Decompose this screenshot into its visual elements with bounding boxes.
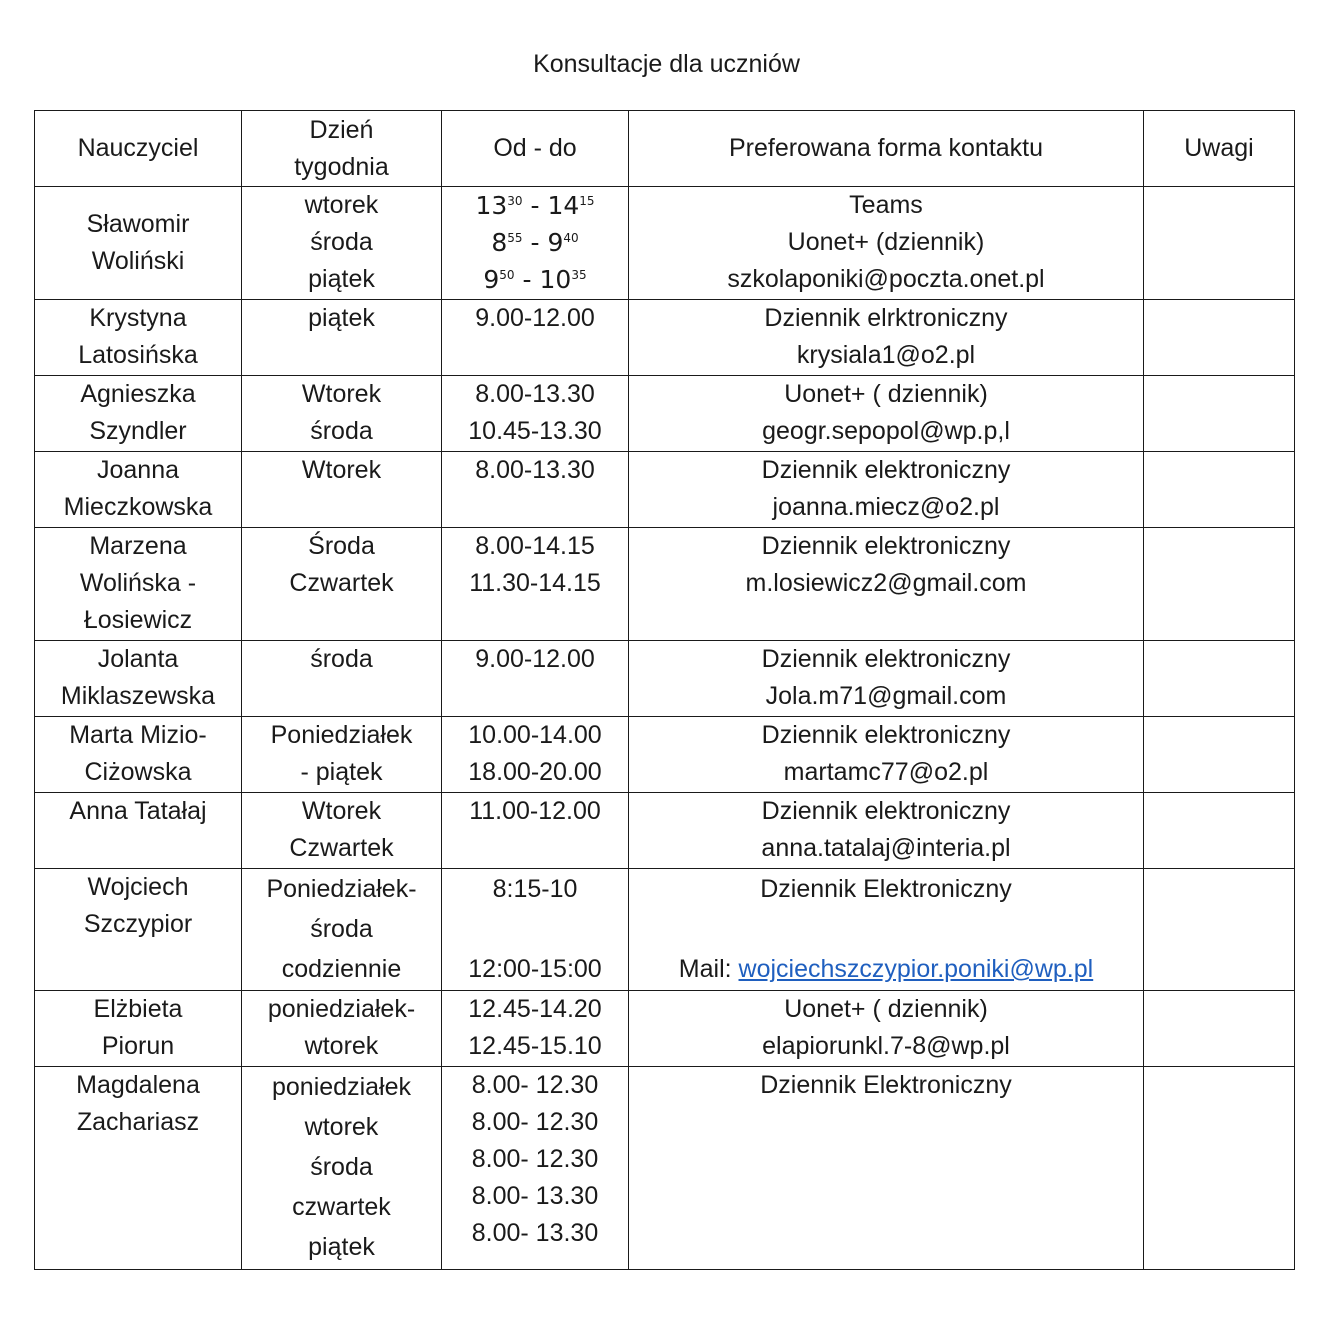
contact-item: Uonet+ (dziennik) (787, 228, 985, 256)
contact-email: joanna.miecz@o2.pl (772, 493, 1000, 521)
time-item: 18.00-20.00 (468, 758, 602, 786)
table-row (35, 793, 1295, 869)
day-item: piątek (308, 265, 375, 293)
time-item: 8.00-14.15 (475, 532, 595, 560)
day-cell (242, 300, 442, 376)
teacher-cell (35, 717, 242, 793)
contact-item: Dziennik elektroniczny (761, 645, 1011, 673)
table-row (35, 1067, 1295, 1270)
header-row (35, 111, 1295, 187)
time-cell (442, 187, 629, 300)
day-item: Wtorek (301, 797, 382, 825)
teacher-name: Jolanta (97, 645, 179, 673)
teacher-name: Elżbieta (93, 995, 183, 1023)
contact-cell (629, 1067, 1144, 1270)
notes-cell (1144, 376, 1295, 452)
day-cell (242, 717, 442, 793)
notes-cell (1144, 793, 1295, 869)
day-item: Środa (308, 532, 375, 560)
header-day: Dzień tygodnia (242, 111, 442, 187)
time-item: $8^{55} - 9^{40}$ (491, 228, 579, 257)
teacher-cell (35, 300, 242, 376)
day-cell (242, 793, 442, 869)
time-item: 10.45-13.30 (468, 417, 602, 445)
teacher-cell (35, 641, 242, 717)
notes-cell (1144, 1067, 1295, 1270)
teacher-name: Zachariasz (76, 1108, 200, 1136)
table-row (35, 187, 1295, 300)
teacher-name: Ciżowska (84, 758, 192, 786)
day-cell (242, 869, 442, 991)
contact-item: Dziennik elektroniczny (761, 532, 1011, 560)
time-item: $13^{30} - 14^{15}$ (475, 191, 595, 220)
contact-cell (629, 300, 1144, 376)
contact-cell (629, 717, 1144, 793)
time-item: 10.00-14.00 (468, 721, 602, 749)
table-row (35, 641, 1295, 717)
time-item: 11.00-12.00 (469, 797, 601, 825)
day-item: Czwartek (289, 834, 394, 862)
day-item: piątek (308, 304, 375, 332)
header-contact: Preferowana forma kontaktu (629, 111, 1144, 187)
contact-email: krysiala1@o2.pl (796, 341, 976, 369)
day-item: Wtorek (301, 380, 382, 408)
day-item: Poniedziałek (270, 721, 413, 749)
time-item: $9^{50} - 10^{35}$ (483, 265, 587, 294)
day-item: Wtorek (301, 456, 382, 484)
day-item: poniedziałek- (267, 995, 416, 1023)
day-item: środa (310, 417, 373, 445)
notes-cell (1144, 717, 1295, 793)
day-cell (242, 991, 442, 1067)
day-item: poniedziałek (272, 1073, 411, 1101)
teacher-cell (35, 869, 242, 991)
teacher-name: Krystyna (89, 304, 187, 332)
teacher-name: Mieczkowska (63, 493, 213, 521)
day-item: Poniedziałek- (266, 875, 417, 903)
notes-cell (1144, 641, 1295, 717)
teacher-name: Marta Mizio- (69, 721, 207, 749)
notes-cell (1144, 991, 1295, 1067)
contact-item: Uonet+ ( dziennik) (784, 380, 988, 408)
time-item: 12.45-14.20 (468, 995, 602, 1023)
time-cell (442, 869, 629, 991)
day-item: codziennie (281, 955, 402, 983)
teacher-name: Szyndler (89, 417, 187, 445)
teacher-name: Łosiewicz (83, 606, 193, 634)
teacher-cell (35, 452, 242, 528)
time-item: 9.00-12.00 (475, 645, 595, 673)
contact-item: Dziennik elektroniczny (761, 721, 1011, 749)
time-cell (442, 300, 629, 376)
day-item: Czwartek (289, 569, 394, 597)
teacher-name: Wojciech (87, 873, 189, 901)
teacher-name: Piorun (101, 1032, 175, 1060)
contact-email: elapiorunkl.7-8@wp.pl (762, 1032, 1010, 1060)
day-item: środa (310, 645, 373, 673)
day-cell (242, 528, 442, 641)
time-item: 11.30-14.15 (469, 569, 601, 597)
contact-item: Dziennik Elektroniczny (760, 1071, 1012, 1099)
day-item: wtorek (304, 1113, 379, 1141)
time-cell (442, 717, 629, 793)
teacher-name: Anna Tatałaj (69, 797, 207, 825)
time-item: 12:00-15:00 (468, 955, 602, 983)
day-cell (242, 376, 442, 452)
contact-cell (629, 187, 1144, 300)
contact-cell (629, 376, 1144, 452)
day-item: środa (310, 1153, 373, 1181)
time-cell (442, 528, 629, 641)
email-link[interactable]: wojciechszczypior.poniki@wp.pl (738, 955, 1094, 983)
contact-email: martamc77@o2.pl (783, 758, 989, 786)
time-item: 12.45-15.10 (468, 1032, 602, 1060)
time-cell (442, 991, 629, 1067)
header-notes: Uwagi (1144, 111, 1295, 187)
day-cell (242, 641, 442, 717)
contact-cell (629, 452, 1144, 528)
time-item: 8.00-13.30 (475, 456, 595, 484)
header-time: Od - do (442, 111, 629, 187)
contact-item: Teams (849, 191, 923, 219)
time-item: 8.00- 12.30 (471, 1071, 599, 1099)
teacher-cell (35, 1067, 242, 1270)
table-row (35, 528, 1295, 641)
contact-cell (629, 641, 1144, 717)
teacher-cell (35, 376, 242, 452)
teacher-cell (35, 991, 242, 1067)
contact-email: anna.tatalaj@interia.pl (761, 834, 1011, 862)
teacher-name: Woliński (91, 247, 185, 275)
teacher-name: Magdalena (76, 1071, 200, 1099)
contact-email: Jola.m71@gmail.com (765, 682, 1007, 710)
time-cell (442, 641, 629, 717)
notes-cell (1144, 300, 1295, 376)
time-cell (442, 452, 629, 528)
day-item: wtorek (304, 1032, 379, 1060)
teacher-cell (35, 528, 242, 641)
time-cell (442, 1067, 629, 1270)
contact-item: Uonet+ ( dziennik) (784, 995, 988, 1023)
day-item: piątek (308, 1233, 375, 1261)
day-cell (242, 1067, 442, 1270)
page-title: Konsultacje dla uczniów (533, 50, 800, 78)
table-row (35, 300, 1295, 376)
consultation-table (34, 110, 1295, 1270)
time-item: 8.00- 13.30 (471, 1182, 599, 1210)
table-row (35, 376, 1295, 452)
contact-item: Dziennik elektroniczny (761, 797, 1011, 825)
header-teacher: Nauczyciel (35, 111, 242, 187)
table-row (35, 452, 1295, 528)
contact-cell (629, 528, 1144, 641)
contact-mail-line (633, 949, 1139, 989)
notes-cell (1144, 187, 1295, 300)
day-item: środa (310, 228, 373, 256)
teacher-name: Joanna (96, 456, 180, 484)
contact-email: szkolaponiki@poczta.onet.pl (727, 265, 1045, 293)
contact-email: geogr.sepopol@wp.p,l (762, 417, 1010, 445)
teacher-name: Miklaszewska (60, 682, 216, 710)
table-row (35, 717, 1295, 793)
notes-cell (1144, 452, 1295, 528)
contact-item: Dziennik elrktroniczny (764, 304, 1008, 332)
teacher-name: Agnieszka (80, 380, 196, 408)
day-item: - piątek (300, 758, 383, 786)
contact-cell (629, 793, 1144, 869)
time-item: 8.00-13.30 (475, 380, 595, 408)
table-row (35, 869, 1295, 991)
teacher-name: Wolińska - (79, 569, 197, 597)
time-item: 8.00- 13.30 (471, 1219, 599, 1247)
mail-label: Mail: (678, 955, 739, 983)
day-cell (242, 452, 442, 528)
time-cell (442, 793, 629, 869)
table-row (35, 991, 1295, 1067)
teacher-cell (35, 187, 242, 300)
time-item: 8.00- 12.30 (471, 1108, 599, 1136)
teacher-name: Marzena (89, 532, 187, 560)
notes-cell (1144, 528, 1295, 641)
time-item: 8:15-10 (492, 875, 578, 903)
teacher-name: Szczypior (83, 910, 193, 938)
day-item: wtorek (304, 191, 379, 219)
day-item: czwartek (292, 1193, 391, 1221)
contact-item: Dziennik Elektroniczny (760, 875, 1012, 903)
notes-cell (1144, 869, 1295, 991)
contact-cell (629, 991, 1144, 1067)
day-item: środa (310, 915, 373, 943)
time-item: 9.00-12.00 (475, 304, 595, 332)
contact-cell (629, 869, 1144, 991)
teacher-cell (35, 793, 242, 869)
contact-item: Dziennik elektroniczny (761, 456, 1011, 484)
teacher-name: Latosińska (78, 341, 198, 369)
teacher-name: Sławomir (86, 210, 190, 238)
contact-email: m.losiewicz2@gmail.com (745, 569, 1027, 597)
time-cell (442, 376, 629, 452)
day-cell (242, 187, 442, 300)
time-item: 8.00- 12.30 (471, 1145, 599, 1173)
